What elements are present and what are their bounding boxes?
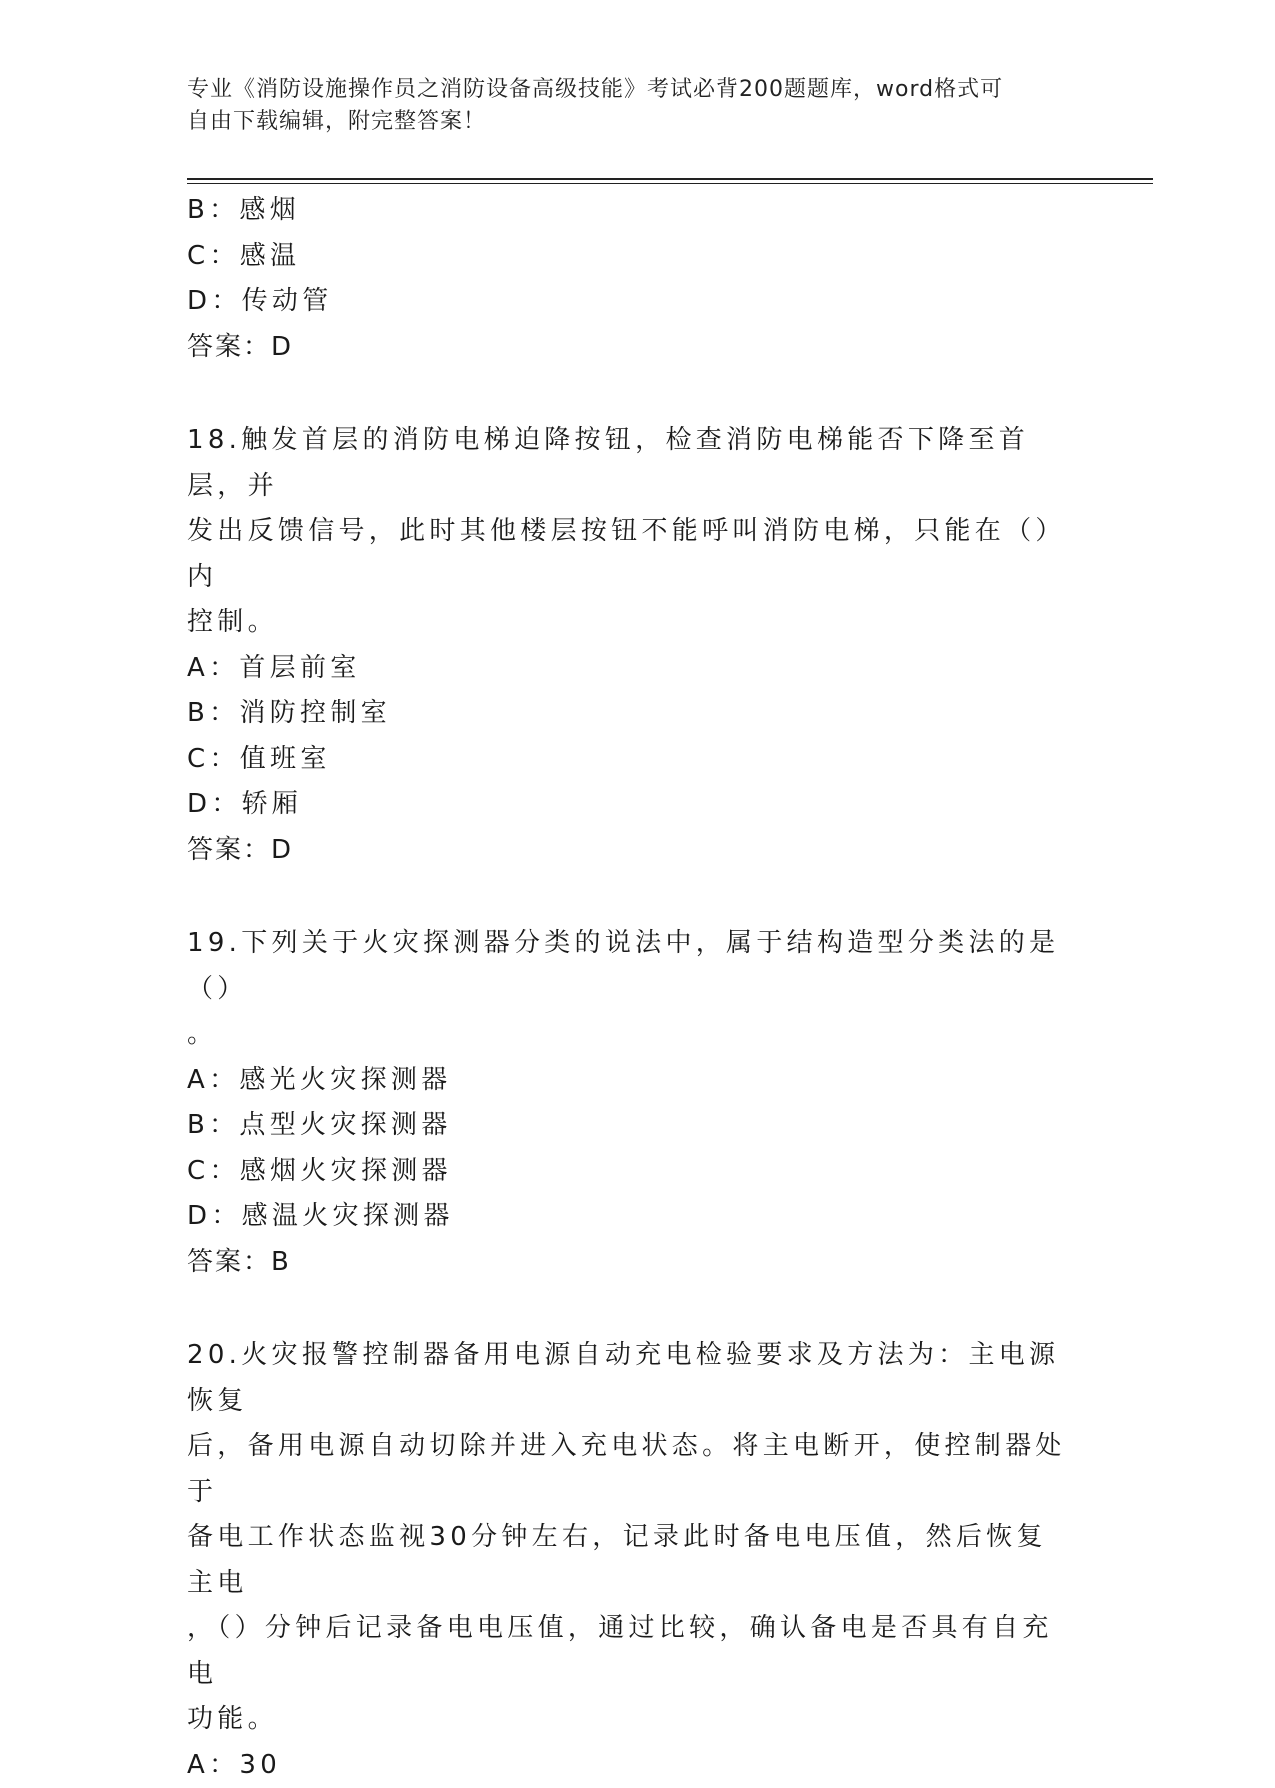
option-c: C：感烟火灾探测器	[187, 1149, 1077, 1195]
question-stem-line: 控制。	[187, 600, 1077, 646]
question-stem-line: ，（）分钟后记录备电电压值，通过比较，确认备电是否具有自充电	[187, 1606, 1077, 1697]
document-body	[187, 188, 1077, 1788]
question-stem-line: 。	[187, 1012, 1077, 1058]
question-stem-line: 备电工作状态监视30分钟左右，记录此时备电电压值，然后恢复主电	[187, 1515, 1077, 1606]
question-20	[187, 1333, 1077, 1788]
question-stem-line: 19.下列关于火灾探测器分类的说法中，属于结构造型分类法的是（）	[187, 921, 1077, 1012]
question-spacer	[187, 873, 1077, 921]
header-divider-thick	[187, 178, 1153, 180]
option-c: C：感温	[187, 234, 1077, 280]
header-line-1: 专业《消防设施操作员之消防设备高级技能》考试必背200题题库，word格式可	[187, 74, 1067, 106]
question-stem-line: 发出反馈信号，此时其他楼层按钮不能呼叫消防电梯，只能在（）内	[187, 509, 1077, 600]
header-divider-thin	[187, 183, 1153, 184]
option-a: A：30	[187, 1743, 1077, 1788]
question-stem-line: 功能。	[187, 1697, 1077, 1743]
document-header	[187, 74, 1067, 138]
option-b: B：消防控制室	[187, 691, 1077, 737]
question-stem-line: 20.火灾报警控制器备用电源自动充电检验要求及方法为：主电源恢复	[187, 1333, 1077, 1424]
question-19	[187, 921, 1077, 1285]
answer-line: 答案：B	[187, 1240, 1077, 1286]
question-spacer	[187, 370, 1077, 418]
question-stem-line: 18.触发首层的消防电梯迫降按钮，检查消防电梯能否下降至首层，并	[187, 418, 1077, 509]
answer-line: 答案：D	[187, 325, 1077, 371]
question-17-continued	[187, 188, 1077, 370]
option-b: B：点型火灾探测器	[187, 1103, 1077, 1149]
question-spacer	[187, 1285, 1077, 1333]
option-a: A：感光火灾探测器	[187, 1058, 1077, 1104]
option-a: A：首层前室	[187, 646, 1077, 692]
option-b: B：感烟	[187, 188, 1077, 234]
answer-line: 答案：D	[187, 828, 1077, 874]
option-d: D：轿厢	[187, 782, 1077, 828]
question-18	[187, 418, 1077, 873]
option-d: D：感温火灾探测器	[187, 1194, 1077, 1240]
option-d: D：传动管	[187, 279, 1077, 325]
header-line-2: 自由下载编辑，附完整答案！	[187, 106, 1067, 138]
question-stem-line: 后，备用电源自动切除并进入充电状态。将主电断开，使控制器处于	[187, 1424, 1077, 1515]
option-c: C：值班室	[187, 737, 1077, 783]
